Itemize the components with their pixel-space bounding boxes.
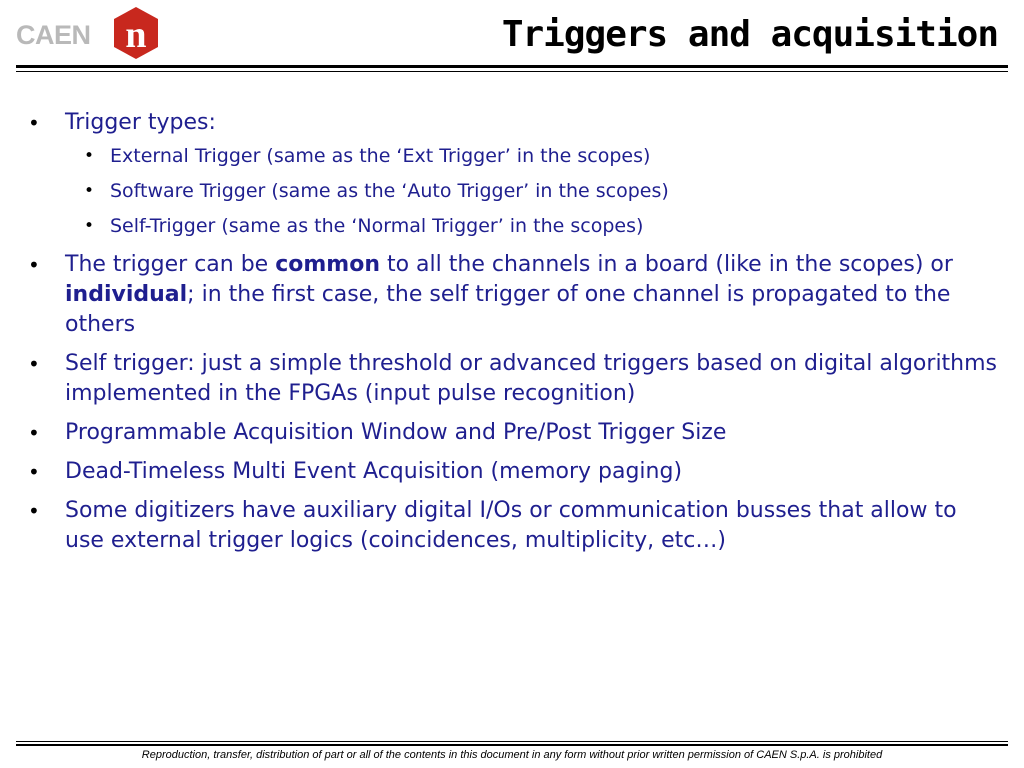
bullet-text: Self trigger: just a simple threshold or advanced triggers based on digital algorithms implemented in the FPGAs (input pulse recognition) bbox=[65, 351, 998, 406]
footer-rule-thin bbox=[16, 741, 1008, 742]
bold-individual: individual bbox=[65, 282, 188, 307]
logo-mark-icon bbox=[112, 6, 160, 60]
sub-bullet-self-trigger bbox=[65, 212, 1001, 241]
sub-bullet-text: Self-Trigger (same as the ‘Normal Trigger’ in the scopes) bbox=[110, 215, 644, 237]
bullet-auxiliary-ios bbox=[26, 496, 1001, 556]
bullet-text: Dead-Timeless Multi Event Acquisition (memory paging) bbox=[65, 459, 683, 484]
bullet-text-part: to all the channels in a board (like in the scopes) or bbox=[379, 252, 953, 277]
sub-bullet-software-trigger bbox=[65, 177, 1001, 206]
bullet-common-individual bbox=[26, 250, 1001, 340]
bullet-list bbox=[26, 108, 1001, 556]
sub-bullet-dot-icon: • bbox=[84, 146, 95, 166]
caen-logo bbox=[16, 6, 162, 62]
bullet-dot-icon: • bbox=[28, 460, 40, 484]
footer-rule-thick bbox=[16, 744, 1008, 746]
bullet-trigger-types bbox=[26, 108, 1001, 241]
logo-mark-letter: n bbox=[125, 14, 147, 56]
bullet-dot-icon: • bbox=[28, 499, 40, 523]
bullet-text-part: The trigger can be bbox=[65, 252, 276, 277]
slide-title: Triggers and acquisition bbox=[501, 14, 998, 55]
sub-bullet-dot-icon: • bbox=[84, 216, 95, 236]
bullet-dot-icon: • bbox=[28, 352, 40, 376]
bullet-dot-icon: • bbox=[28, 421, 40, 445]
sub-bullet-text: External Trigger (same as the ‘Ext Trigger’ in the scopes) bbox=[110, 145, 651, 167]
logo-text: CAEN bbox=[16, 20, 91, 50]
bullet-dead-timeless bbox=[26, 457, 1001, 487]
bold-common: common bbox=[275, 252, 380, 277]
sub-bullet-external-trigger bbox=[65, 142, 1001, 171]
bullet-dot-icon: • bbox=[28, 111, 40, 135]
bullet-text-part: ; in the first case, the self trigger of one channel is propagated to the others bbox=[65, 282, 951, 337]
sub-bullet-dot-icon: • bbox=[84, 181, 95, 201]
bullet-text: Trigger types: bbox=[65, 110, 216, 135]
bullet-acquisition-window bbox=[26, 418, 1001, 448]
bullet-self-trigger bbox=[26, 349, 1001, 409]
bullet-text: Some digitizers have auxiliary digital I/Os or communication busses that allow to use external trigger logics (coincidences, multiplicity, etc…) bbox=[65, 498, 957, 553]
bullet-dot-icon: • bbox=[28, 253, 40, 277]
sub-bullet-list bbox=[65, 142, 1001, 241]
footer-notice: Reproduction, transfer, distribution of part or all of the contents in this document in any form without prior written permission of CAEN S.p.A. is prohibited bbox=[141, 749, 883, 761]
slide-content bbox=[26, 108, 1001, 565]
title-rule-thick bbox=[16, 65, 1008, 68]
bullet-text: Programmable Acquisition Window and Pre/Post Trigger Size bbox=[65, 420, 727, 445]
sub-bullet-text: Software Trigger (same as the ‘Auto Trigger’ in the scopes) bbox=[110, 180, 669, 202]
title-rule-thin bbox=[16, 71, 1008, 72]
